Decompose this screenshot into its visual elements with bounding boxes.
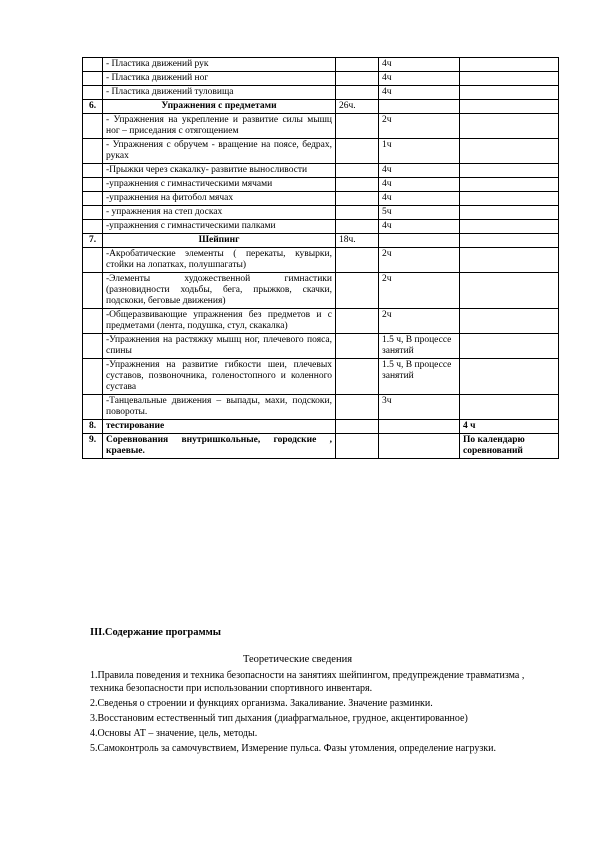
row-hours: [336, 58, 379, 72]
row-number: [83, 178, 103, 192]
row-note: [460, 100, 559, 114]
table-row: [83, 220, 559, 234]
theory-list: [90, 669, 560, 757]
row-description: - Упражнения с обручем - вращение на поясе, бедрах, руках: [103, 139, 336, 164]
table-row: [83, 309, 559, 334]
row-number: 7.: [83, 234, 103, 248]
row-hours: [336, 220, 379, 234]
row-hours: [336, 420, 379, 434]
row-number: [83, 58, 103, 72]
table-row: [83, 164, 559, 178]
row-hours: [336, 114, 379, 139]
row-number: [83, 248, 103, 273]
row-sub-hours: 1.5 ч, В процессе занятий: [379, 334, 460, 359]
row-description: -Акробатические элементы ( перекаты, кувырки, стойки на лопатках, полушпагаты): [103, 248, 336, 273]
table-row: [83, 248, 559, 273]
row-hours: [336, 273, 379, 309]
row-description: -Прыжки через скакалку- развитие выносливости: [103, 164, 336, 178]
row-note: [460, 114, 559, 139]
row-sub-hours: 2ч: [379, 248, 460, 273]
row-hours: [336, 359, 379, 395]
row-note: [460, 273, 559, 309]
row-number: [83, 86, 103, 100]
row-sub-hours: 4ч: [379, 58, 460, 72]
row-sub-hours: 4ч: [379, 86, 460, 100]
row-number: [83, 273, 103, 309]
program-table-body: [83, 58, 559, 459]
table-section-row: [83, 100, 559, 114]
row-sub-hours: 4ч: [379, 178, 460, 192]
row-sub-hours: 2ч: [379, 273, 460, 309]
row-description: - Пластика движений ног: [103, 72, 336, 86]
row-number: [83, 114, 103, 139]
row-note: [460, 395, 559, 420]
row-note: [460, 220, 559, 234]
table-row: [83, 395, 559, 420]
row-sub-hours: 4ч: [379, 220, 460, 234]
table-row: [83, 206, 559, 220]
section-title: III.Содержание программы: [90, 627, 221, 638]
row-hours: [336, 139, 379, 164]
row-number: [83, 139, 103, 164]
row-note: [460, 192, 559, 206]
row-note: [460, 86, 559, 100]
row-hours: [336, 434, 379, 459]
row-description: - Пластика движений туловища: [103, 86, 336, 100]
row-sub-hours: 3ч: [379, 395, 460, 420]
theory-item: 3.Восстановим естественный тип дыхания (диафрагмальное, грудное, акцентированное): [90, 713, 468, 724]
row-sub-hours: 1ч: [379, 139, 460, 164]
row-note: [460, 178, 559, 192]
table-row: [83, 139, 559, 164]
row-sub-hours: 4ч: [379, 72, 460, 86]
row-hours: [336, 395, 379, 420]
row-sub-hours: 5ч: [379, 206, 460, 220]
row-note: 4 ч: [460, 420, 559, 434]
table-row: [83, 58, 559, 72]
row-number: [83, 395, 103, 420]
table-row: [83, 420, 559, 434]
row-number: 8.: [83, 420, 103, 434]
row-number: [83, 220, 103, 234]
row-description: -упражнения с гимнастическими палками: [103, 220, 336, 234]
row-description: - Упражнения на укрепление и развитие силы мышц ног – приседания с отягощением: [103, 114, 336, 139]
row-hours: 18ч.: [336, 234, 379, 248]
row-note: [460, 72, 559, 86]
row-sub-hours: [379, 234, 460, 248]
table-row: [83, 72, 559, 86]
row-description: -Упражнения на растяжку мышц ног, плечевого пояса, спины: [103, 334, 336, 359]
program-table: [82, 57, 559, 459]
row-number: 6.: [83, 100, 103, 114]
row-sub-hours: [379, 420, 460, 434]
table-row: [83, 192, 559, 206]
row-hours: [336, 72, 379, 86]
row-note: [460, 58, 559, 72]
table-row: [83, 273, 559, 309]
theory-item: 2.Сведенья о строении и функциях организма. Закаливание. Значение разминки.: [90, 698, 433, 709]
row-note: [460, 234, 559, 248]
row-note: [460, 334, 559, 359]
row-hours: [336, 192, 379, 206]
row-number: 9.: [83, 434, 103, 459]
row-note: По календарю соревнований: [460, 434, 559, 459]
row-description: -Элементы художественной гимнастики (разновидности ходьбы, бега, прыжков, скачки, подскоки, беговые движения): [103, 273, 336, 309]
row-description: -Общеразвивающие упражнения без предметов и с предметами (лента, подушка, стул, скакалка): [103, 309, 336, 334]
row-number: [83, 206, 103, 220]
row-description: Соревнования внутришкольные, городские , краевые.: [103, 434, 336, 459]
row-number: [83, 164, 103, 178]
row-sub-hours: 2ч: [379, 114, 460, 139]
row-description: -Упражнения на развитие гибкости шеи, плечевых суставов, позвоночника, голеностопного и коленного сустава: [103, 359, 336, 395]
row-note: [460, 309, 559, 334]
row-note: [460, 164, 559, 178]
row-hours: [336, 309, 379, 334]
row-sub-hours: 4ч: [379, 164, 460, 178]
row-description: Упражнения с предметами: [103, 100, 336, 114]
table-row: [83, 178, 559, 192]
row-description: -Танцевальные движения – выпады, махи, подскоки, повороты.: [103, 395, 336, 420]
table-section-row: [83, 234, 559, 248]
row-number: [83, 334, 103, 359]
row-description: тестирование: [103, 420, 336, 434]
table-row: [83, 434, 559, 459]
row-hours: [336, 164, 379, 178]
row-hours: [336, 178, 379, 192]
row-hours: 26ч.: [336, 100, 379, 114]
row-description: Шейпинг: [103, 234, 336, 248]
row-note: [460, 359, 559, 395]
row-note: [460, 206, 559, 220]
table-row: [83, 334, 559, 359]
theory-item: 5.Самоконтроль за самочувствием, Измерение пульса. Фазы утомления, определение нагрузки.: [90, 743, 496, 754]
row-description: - Пластика движений рук: [103, 58, 336, 72]
row-note: [460, 139, 559, 164]
row-number: [83, 192, 103, 206]
row-hours: [336, 248, 379, 273]
row-sub-hours: 4ч: [379, 192, 460, 206]
row-number: [83, 72, 103, 86]
table-row: [83, 359, 559, 395]
theory-item: 4.Основы АТ – значение, цель, методы.: [90, 728, 258, 739]
row-hours: [336, 334, 379, 359]
table-row: [83, 86, 559, 100]
row-sub-hours: 1.5 ч, В процессе занятий: [379, 359, 460, 395]
row-description: -упражнения с гимнастическими мячами: [103, 178, 336, 192]
row-sub-hours: [379, 100, 460, 114]
row-sub-hours: 2ч: [379, 309, 460, 334]
row-note: [460, 248, 559, 273]
theory-item: 1.Правила поведения и техника безопасности на занятиях шейпингом, предупреждение травматизма , техника безопасности при использовании спортивного инвентаря.: [90, 670, 525, 694]
row-hours: [336, 206, 379, 220]
row-description: - упражнения на степ досках: [103, 206, 336, 220]
table-row: [83, 114, 559, 139]
row-number: [83, 359, 103, 395]
row-number: [83, 309, 103, 334]
row-hours: [336, 86, 379, 100]
row-sub-hours: [379, 434, 460, 459]
row-description: -упражнения на фитобол мячах: [103, 192, 336, 206]
theory-title: Теоретические сведения: [242, 654, 353, 665]
